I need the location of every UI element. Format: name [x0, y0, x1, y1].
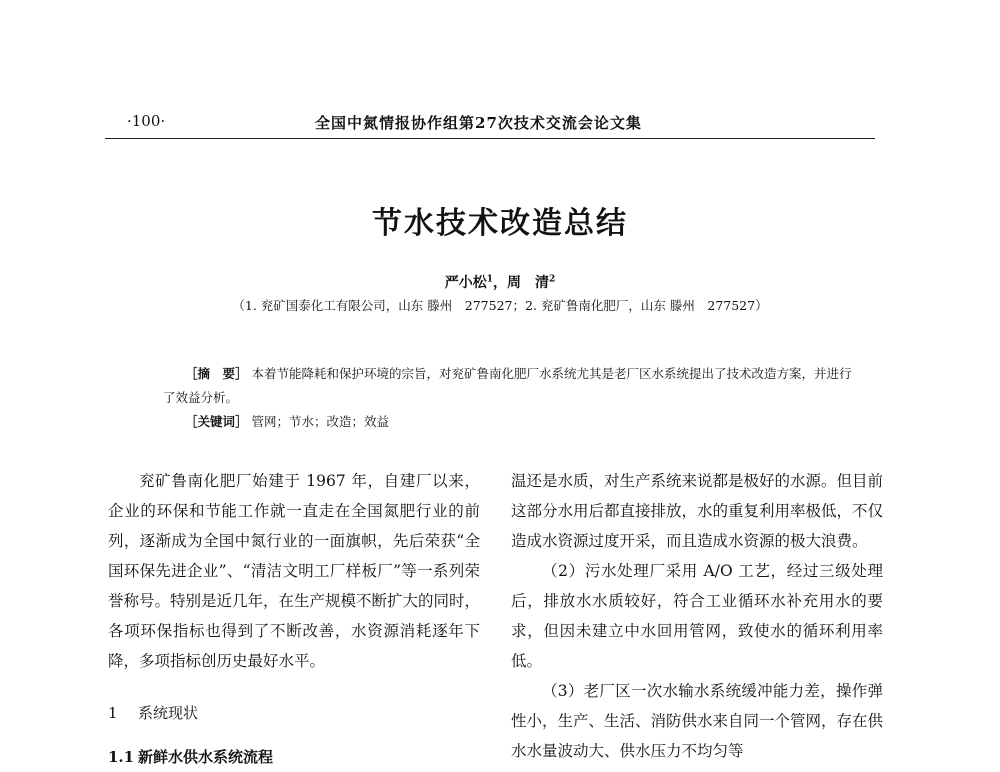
section-number: 1 — [108, 704, 118, 722]
right-column — [511, 466, 883, 766]
section-heading — [108, 698, 480, 728]
journal-title: 全国中氮情报协作组第27次技术交流会论文集 — [315, 114, 642, 132]
subsection-title: 新鲜水供水系统流程 — [138, 748, 274, 766]
article-title: 节水技术改造总结 — [372, 206, 628, 241]
author-affil-marker: 2 — [549, 274, 556, 285]
keywords — [163, 410, 853, 434]
affiliations: （1. 兖矿国泰化工有限公司，山东 滕州 277527；2. 兖矿鲁南化肥厂，山东 滕州 277527） — [232, 298, 768, 313]
header-rule — [105, 138, 875, 139]
author-separator: ， — [493, 275, 507, 291]
page-number: ·100· — [127, 112, 166, 130]
abstract-text: 本着节能降耗和保护环境的宗旨，对兖矿鲁南化肥厂水系统尤其是老厂区水系统提出了技术改造方案，并进行了效益分析。 — [163, 366, 852, 405]
section-title: 系统现状 — [138, 704, 199, 722]
keywords-text: 管网；节水；改造；效益 — [251, 414, 390, 429]
author-name: 严小松 — [444, 275, 487, 291]
continued-paragraph: 温还是水质，对生产系统来说都是极好的水源。但目前这部分水用后都直接排放，水的重复利用率极低，不仅造成水资源过度开采，而且造成水资源的极大浪费。 — [511, 472, 884, 550]
running-header — [105, 110, 875, 136]
item-paragraph: （2）污水处理厂采用 A/O 工艺，经过三级处理后，排放水水质较好，符合工业循环水补充用水的要求，但因未建立中水回用管网，致使水的循环利用率低。 — [511, 562, 883, 670]
left-column — [108, 466, 480, 772]
author-name: 周 清 — [507, 275, 549, 291]
subsection-heading — [108, 742, 480, 772]
author-affil-marker: 1 — [486, 274, 493, 285]
item-paragraph: （3）老厂区一次水输水系统缓冲能力差，操作弹性小，生产、生活、消防供水来自同一个管网，存在供水水量波动大、供水压力不均匀等 — [511, 682, 884, 760]
keywords-label: ［关键词］ — [185, 414, 248, 429]
author-line — [0, 272, 1000, 292]
subsection-number: 1.1 — [108, 748, 135, 766]
abstract — [163, 362, 853, 410]
intro-paragraph: 兖矿鲁南化肥厂始建于 1967 年，自建厂以来，企业的环保和节能工作就一直走在全国氮肥行业的前列，逐渐成为全国中氮行业的一面旗帜，先后荣获“全国环保先进企业”、“清洁文明工厂样板厂”等一系列荣誉称号。特别是近几年，在生产规模不断扩大的同时，各项环保指标也得到了不断改善，水资源消耗逐年下降，多项指标创历史最好水平。 — [108, 472, 481, 670]
abstract-label: ［摘 要］ — [185, 366, 248, 381]
abstract-block — [163, 362, 853, 434]
